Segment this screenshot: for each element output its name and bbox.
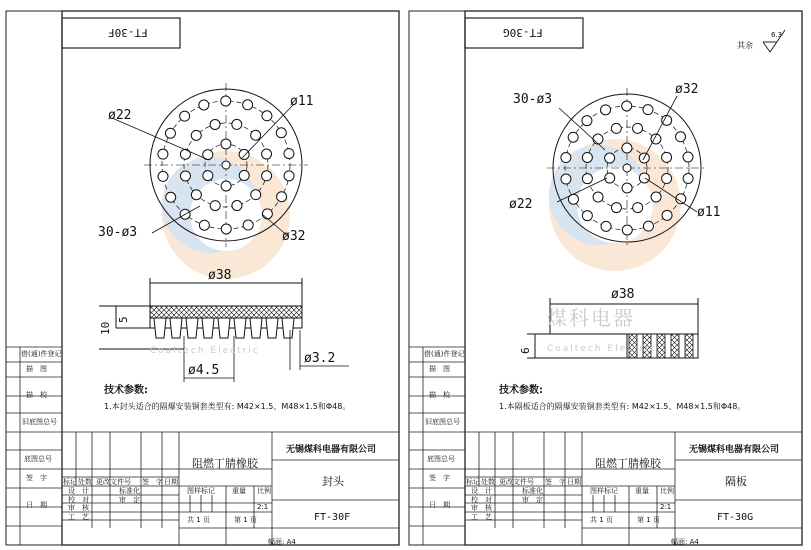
hole xyxy=(662,152,672,162)
side-label-sign: 签 字 xyxy=(429,474,450,482)
hole xyxy=(593,134,603,144)
sheet-total: 共 1 页 xyxy=(590,516,613,524)
hole xyxy=(221,224,231,234)
hole xyxy=(601,221,611,231)
hole xyxy=(251,130,261,140)
surface-rest-label: 其余 xyxy=(737,41,753,50)
side-label-trace: 描 图 xyxy=(429,365,450,373)
hole xyxy=(222,161,230,169)
std-label: 标准化 xyxy=(522,487,543,495)
hole xyxy=(199,100,209,110)
hole xyxy=(232,119,242,129)
rev-header-doc: 更改文件号 xyxy=(96,478,131,486)
hole xyxy=(582,152,592,162)
role-design: 设 计 xyxy=(68,487,89,495)
dim-tip: ø3.2 xyxy=(304,351,336,366)
scale-value: 2:1 xyxy=(660,503,672,511)
side-label-check: 描 校 xyxy=(26,391,47,399)
hole xyxy=(276,128,286,138)
hole xyxy=(284,171,294,181)
hole xyxy=(605,153,615,163)
fin xyxy=(250,318,262,338)
hole xyxy=(561,153,571,163)
hole xyxy=(221,181,231,191)
hole xyxy=(180,149,190,159)
notes-title: 技术参数: xyxy=(499,385,543,396)
side-label-base-no: 底图总号 xyxy=(24,455,52,463)
stage-header: 图样标记 xyxy=(590,487,618,495)
hole xyxy=(582,211,592,221)
hole xyxy=(622,143,632,153)
hole xyxy=(601,105,611,115)
rev-header-sign: 签 字 xyxy=(142,478,163,486)
hole xyxy=(262,149,272,159)
hole xyxy=(676,132,686,142)
dim-inner-diameter: ø22 xyxy=(509,197,533,212)
dim-depth: 5 xyxy=(117,316,130,323)
hole xyxy=(593,192,603,202)
hole xyxy=(180,111,190,121)
hole xyxy=(662,174,672,184)
scale-value: 2:1 xyxy=(257,503,269,511)
hole xyxy=(221,96,231,106)
hole xyxy=(633,123,643,133)
role-review: 审 核 xyxy=(68,504,89,512)
hole xyxy=(158,171,168,181)
hole xyxy=(611,123,621,133)
hole xyxy=(568,132,578,142)
hole xyxy=(582,116,592,126)
rev-header-count: 处数 xyxy=(78,478,92,486)
role-process: 工 艺 xyxy=(471,513,492,521)
fin xyxy=(186,318,198,338)
hole xyxy=(251,190,261,200)
dim-height: 10 xyxy=(99,321,112,335)
hole xyxy=(683,152,693,162)
notes-body: 1.本隔板适合的隔爆安装铜套类型有: M42×1.5、M48×1.5和Φ48。 xyxy=(499,402,746,411)
side-label-borrow: 借(通)件登记 xyxy=(21,350,62,358)
rev-header-date: 日期 xyxy=(567,478,581,486)
hole xyxy=(191,190,201,200)
dim-slot: ø4.5 xyxy=(188,363,220,378)
hole xyxy=(639,173,649,183)
weight-header: 重量 xyxy=(232,487,246,495)
part-code: FT-30G xyxy=(717,512,754,523)
sheet-number: 第 1 页 xyxy=(637,516,660,524)
role-review: 审 核 xyxy=(471,504,492,512)
hatched-segment xyxy=(671,334,679,358)
role-check: 校 对 xyxy=(68,496,89,504)
hole xyxy=(232,201,242,211)
format-label: 幅面: A4 xyxy=(671,538,699,546)
hole xyxy=(210,119,220,129)
side-label-borrow: 借(通)件登记 xyxy=(424,350,465,358)
hole xyxy=(239,149,249,159)
side-label-date: 日 期 xyxy=(429,501,450,509)
approve-label: 审 定 xyxy=(119,496,140,504)
hole xyxy=(158,149,168,159)
scale-header: 比例 xyxy=(660,487,674,495)
std-label: 标准化 xyxy=(119,487,140,495)
hole xyxy=(611,203,621,213)
side-label-old-no: 旧底图总号 xyxy=(22,418,57,426)
approve-label: 审 定 xyxy=(522,496,543,504)
rev-header-count: 处数 xyxy=(481,478,495,486)
fin xyxy=(202,318,214,338)
dim-width: ø38 xyxy=(208,268,232,283)
drawing-sheet-right xyxy=(407,0,807,550)
hole xyxy=(633,203,643,213)
side-label-check: 描 校 xyxy=(429,391,450,399)
hole xyxy=(561,174,571,184)
rev-header-mark: 标记 xyxy=(466,478,480,486)
dim-inner-diameter: ø22 xyxy=(108,108,132,123)
dim-width: ø38 xyxy=(611,287,635,302)
side-label-trace: 描 图 xyxy=(26,365,47,373)
watermark-en: Coaltech Electric xyxy=(150,346,260,356)
hole xyxy=(166,192,176,202)
side-label-old-no: 旧底图总号 xyxy=(425,418,460,426)
hatched-section xyxy=(150,306,302,318)
hole xyxy=(284,149,294,159)
hole xyxy=(277,192,287,202)
hole xyxy=(643,105,653,115)
company-name: 无锡煤科电器有限公司 xyxy=(689,445,780,455)
rev-header-doc: 更改文件号 xyxy=(499,478,534,486)
watermark-en: Coaltech Electric xyxy=(547,344,657,354)
hole xyxy=(622,225,632,235)
sheet-total: 共 1 页 xyxy=(187,516,210,524)
rev-header-sign: 签 字 xyxy=(545,478,566,486)
hole xyxy=(622,101,632,111)
hole xyxy=(262,111,272,121)
notes-title: 技术参数: xyxy=(104,385,148,396)
hole xyxy=(239,170,249,180)
hole xyxy=(221,139,231,149)
code-box-label: FT-30G xyxy=(503,26,543,39)
format-label: 幅面: A4 xyxy=(268,538,296,546)
watermark-brand: 煤科电器 xyxy=(547,306,635,330)
hole xyxy=(191,130,201,140)
code-box-label: FT-30F xyxy=(108,26,148,39)
part-code: FT-30F xyxy=(314,512,351,523)
hole xyxy=(622,183,632,193)
weight-header: 重量 xyxy=(635,487,649,495)
fin xyxy=(154,318,166,338)
roughness-value: 6.3 xyxy=(771,31,783,39)
hole xyxy=(651,192,661,202)
company-name: 无锡煤科电器有限公司 xyxy=(286,445,377,455)
hole xyxy=(623,164,631,172)
hole xyxy=(243,220,253,230)
fin xyxy=(266,318,278,338)
material-name: 阻燃丁腈橡胶 xyxy=(192,457,258,470)
role-design: 设 计 xyxy=(471,487,492,495)
dim-center-diameter: ø11 xyxy=(697,205,721,220)
dim-height: 6 xyxy=(519,347,532,354)
notes-body: 1.本封头适合的隔爆安装铜套类型有: M42×1.5、M48×1.5和Φ48。 xyxy=(104,402,351,411)
rev-header-date: 日期 xyxy=(164,478,178,486)
sheet-number: 第 1 页 xyxy=(234,516,257,524)
hole xyxy=(180,171,190,181)
role-check: 校 对 xyxy=(471,496,492,504)
hole xyxy=(199,220,209,230)
fin xyxy=(234,318,246,338)
side-label-date: 日 期 xyxy=(26,501,47,509)
hatched-segment xyxy=(685,334,693,358)
hole xyxy=(210,201,220,211)
scale-header: 比例 xyxy=(257,487,271,495)
dim-outer-diameter: ø32 xyxy=(282,229,306,244)
dim-hole-count: 30-ø3 xyxy=(98,225,138,240)
side-label-sign: 签 字 xyxy=(26,474,47,482)
side-label-base-no: 底图总号 xyxy=(427,455,455,463)
rev-header-mark: 标记 xyxy=(63,478,77,486)
fin xyxy=(218,318,230,338)
hole xyxy=(662,210,672,220)
hole xyxy=(683,173,693,183)
dim-hole-count: 30-ø3 xyxy=(513,92,553,107)
material-name: 阻燃丁腈橡胶 xyxy=(595,457,661,470)
hole xyxy=(262,171,272,181)
fin xyxy=(282,318,294,338)
hole xyxy=(643,221,653,231)
dim-outer-diameter: ø32 xyxy=(675,82,699,97)
hole xyxy=(243,100,253,110)
dim-center-diameter: ø11 xyxy=(290,94,314,109)
part-name: 封头 xyxy=(322,475,344,488)
part-name: 隔板 xyxy=(725,475,747,488)
role-process: 工 艺 xyxy=(68,513,89,521)
hole xyxy=(262,209,272,219)
fin xyxy=(170,318,182,338)
hole xyxy=(203,171,213,181)
drawing-sheet-left xyxy=(4,0,404,550)
hole xyxy=(165,128,175,138)
hole xyxy=(582,174,592,184)
hatched-segment xyxy=(657,334,665,358)
stage-header: 图样标记 xyxy=(187,487,215,495)
hole xyxy=(662,115,672,125)
